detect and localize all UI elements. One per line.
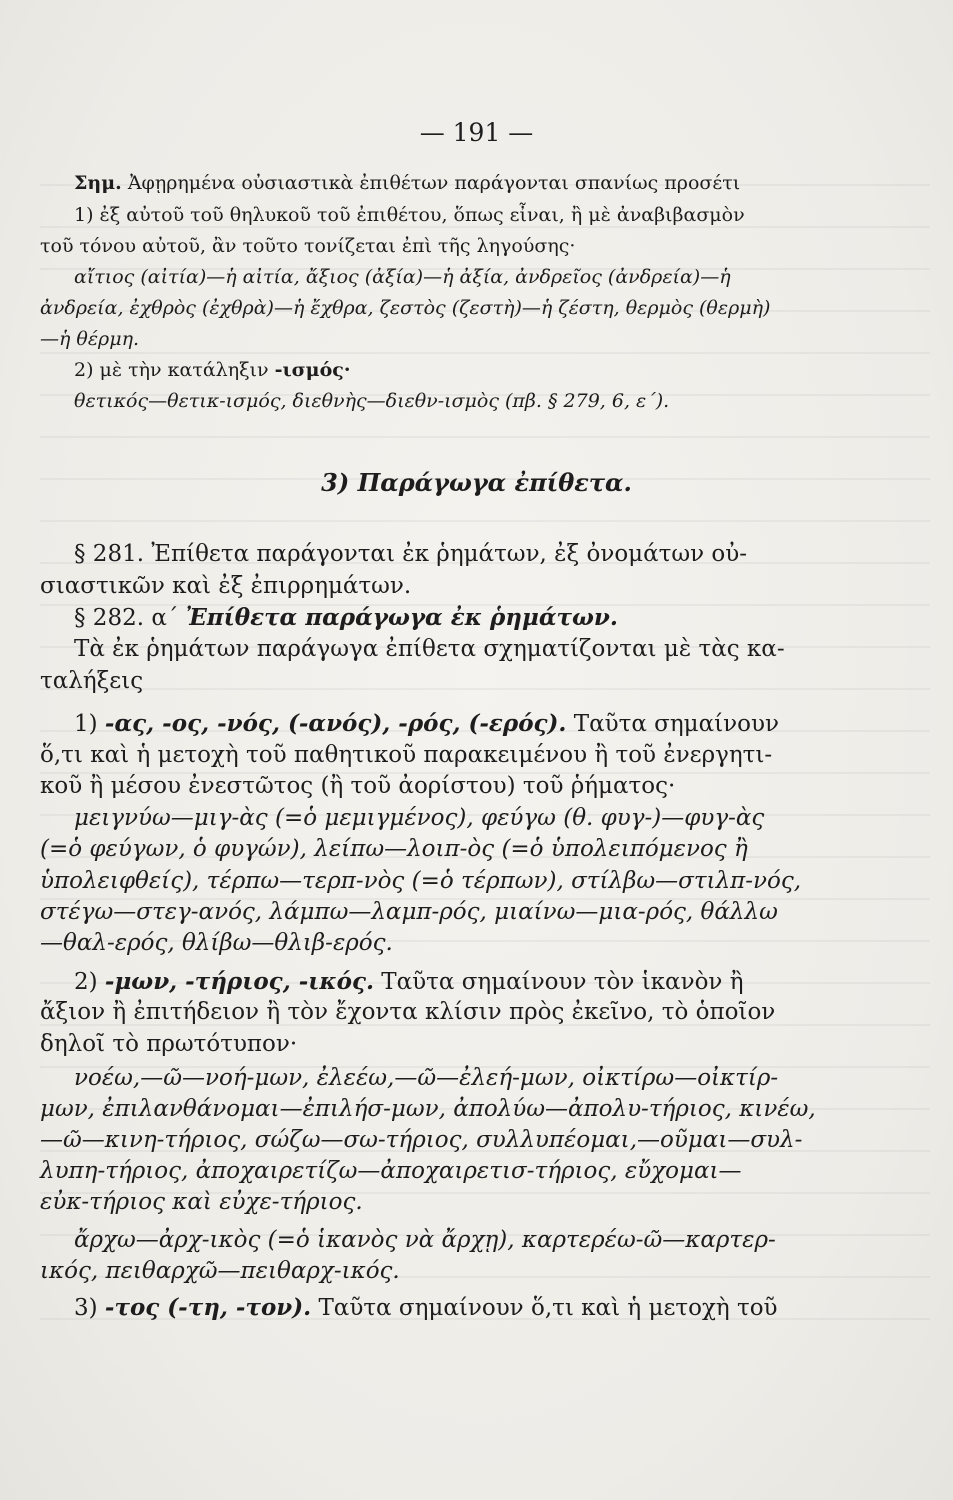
item-2-heading [74,968,744,995]
note-line-2: 1) ἐξ αὐτοῦ τοῦ θηλυκοῦ τοῦ ἐπιθέτου, ὅπως εἶναι, ἢ μὲ ἀναβιβασμὸν [74,204,745,226]
note-line-3: τοῦ τόνου αὐτοῦ, ἂν τοῦτο τονίζεται ἐπὶ τῆς ληγούσης· [40,235,576,257]
item-1-line-2: ὅ,τι καὶ ἡ μετοχὴ τοῦ παθητικοῦ παρακειμένου ἢ τοῦ ἐνεργητι- [40,742,773,768]
para-281-line-1: § 281. Ἐπίθετα παράγονται ἐκ ῥημάτων, ἐξ ὀνομάτων οὐ- [74,541,748,567]
note-label: Σημ. [74,172,122,194]
para-282-title: Ἐπίθετα παράγωγα ἐκ ῥημάτων. [185,604,618,631]
item-1-text: Ταῦτα σημαίνουν [573,711,779,737]
item-2-example-4: λυπη-τήριος, ἀποχαιρετίζω—ἀποχαιρετισ-τήριος, εὔχομαι— [40,1158,742,1184]
note-line-6: —ἡ θέρμη. [40,328,139,350]
note-text-1: Ἀφῃρημένα οὐσιαστικὰ ἐπιθέτων παράγονται σπανίως προσέτι [127,172,741,194]
note-line-1 [74,172,884,194]
item-3-heading [74,1294,778,1321]
page-number: — 191 — [419,118,534,147]
note-line-5: ἀνδρεία, ἐχθρὸς (ἐχθρὰ)—ἡ ἔχθρα, ζεστὸς (ζεστὴ)—ἡ ζέστη, θερμὸς (θερμὴ) [40,297,771,319]
item-3-number: 3) [74,1295,98,1321]
item-2-example-5: εὐκ-τήριος καὶ εὐχε-τήριος. [40,1189,363,1215]
item-1-suffixes: -ας, -ος, -νός, (-ανός), -ρός, (-ερός). [104,710,567,737]
section-title: 3) Παράγωγα ἐπίθετα. [321,468,632,497]
item-1-line-3: κοῦ ἢ μέσου ἐνεστῶτος (ἢ τοῦ ἀορίστου) τοῦ ῥήματος· [40,773,676,799]
para-282-heading [74,604,618,631]
note-line-4: αἴτιος (αἰτία)—ἡ αἰτία, ἄξιος (ἀξία)—ἡ ἀξία, ἀνδρεῖος (ἀνδρεία)—ἡ [74,266,731,288]
item-2-suffixes: -μων, -τήριος, -ικός. [104,968,374,995]
item-2-line-2: ἄξιον ἢ ἐπιτήδειον ἢ τὸν ἔχοντα κλίσιν πρὸς ἐκεῖνο, τὸ ὁποῖον [40,999,776,1025]
note-line-7 [74,359,350,381]
item-1-heading [74,710,779,737]
item-2-number: 2) [74,969,98,995]
note-suffix-ismos: -ισμός· [274,359,351,381]
item-1-example-5: —θαλ-ερός, θλίβω—θλιβ-ερός. [40,930,393,956]
item-2-example-1: νοέω,—ῶ—νοή-μων, ἐλεέω,—ῶ—ἐλεή-μων, οἰκτίρω—οἰκτίρ- [74,1065,779,1091]
item-2-example-2: μων, ἐπιλανθάνομαι—ἐπιλήσ-μων, ἀπολύω—ἀπολυ-τήριος, κινέω, [40,1096,816,1122]
item-1-example-2: (=ὁ φεύγων, ὁ φυγών), λείπω—λοιπ-ὸς (=ὁ ὑπολειπόμενος ἢ [40,836,748,862]
para-281-line-2: σιαστικῶν καὶ ἐξ ἐπιρρημάτων. [40,573,412,599]
item-1-example-3: ὑπολειφθείς), τέρπω—τερπ-νὸς (=ὁ τέρπων), στίλβω—στιλπ-νός, [40,868,802,894]
para-282-line-1: Τὰ ἐκ ῥημάτων παράγωγα ἐπίθετα σχηματίζονται μὲ τὰς κα- [74,636,785,662]
item-2-example-3: —ῶ—κινη-τήριος, σώζω—σω-τήριος, συλλυπέομαι,—οῦμαι—συλ- [40,1127,803,1153]
item-2-example-6: ἄρχω—ἀρχ-ικὸς (=ὁ ἱκανὸς νὰ ἄρχῃ), καρτερέω-ῶ—καρτερ- [74,1227,776,1253]
item-1-example-1: μειγνύω—μιγ-ὰς (=ὁ μεμιγμένος), φεύγω (θ. φυγ-)—φυγ-ὰς [74,805,765,831]
note-text-7: 2) μὲ τὴν κατάληξιν [74,359,269,381]
note-line-8: θετικός—θετικ-ισμός, διεθνὴς—διεθν-ισμὸς (πβ. § 279, 6, ε΄). [74,390,670,412]
item-1-example-4: στέγω—στεγ-ανός, λάμπω—λαμπ-ρός, μιαίνω—μια-ρός, θάλλω [40,899,778,925]
item-2-line-3: δηλοῖ τὸ πρωτότυπον· [40,1031,298,1057]
para-282-number: § 282. α΄ [74,605,179,631]
item-3-text: Ταῦτα σημαίνουν ὅ,τι καὶ ἡ μετοχὴ τοῦ [318,1295,778,1321]
item-1-number: 1) [74,711,98,737]
para-282-line-2: ταλήξεις [40,668,144,694]
item-3-suffixes: -τος (-τη, -τον). [104,1294,312,1321]
item-2-example-7: ικός, πειθαρχῶ—πειθαρχ-ικός. [40,1258,400,1284]
item-2-text: Ταῦτα σημαίνουν τὸν ἱκανὸν ἢ [381,969,744,995]
